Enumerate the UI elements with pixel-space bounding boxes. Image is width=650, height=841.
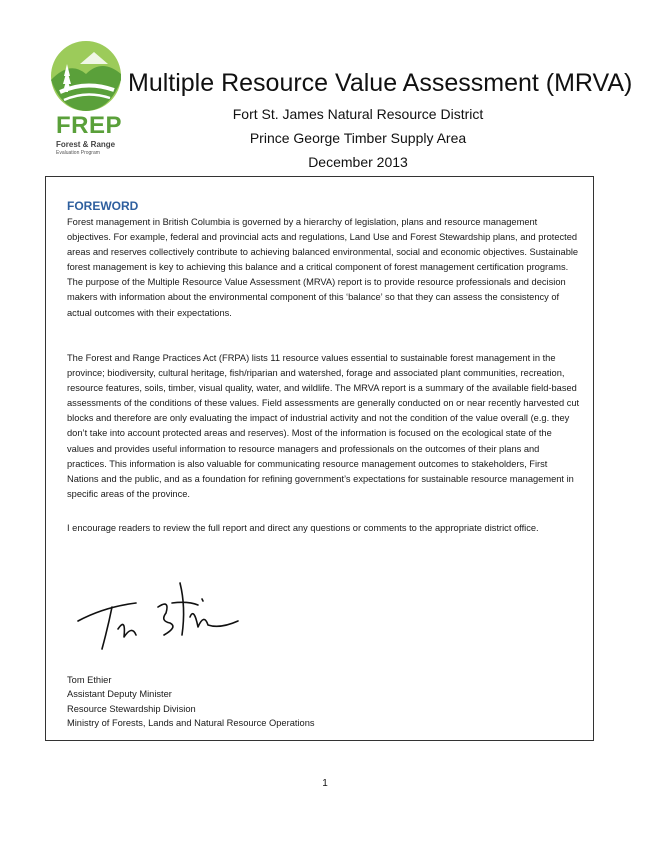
district-name: Fort St. James Natural Resource District (232, 106, 484, 122)
signer-block (67, 673, 315, 731)
signer-title: Assistant Deputy Minister (67, 689, 172, 700)
logo-acronym: FREP (56, 112, 123, 139)
frep-logo (50, 40, 126, 162)
timber-supply-area: Prince George Timber Supply Area (249, 130, 467, 146)
signer-ministry: Ministry of Forests, Lands and Natural Resource Operations (67, 718, 315, 729)
foreword-box (45, 176, 594, 741)
logo-program: Evaluation Program (56, 150, 100, 156)
report-date: December 2013 (308, 154, 408, 170)
logo-subtitle: Forest & Range (56, 140, 116, 149)
signer-division: Resource Stewardship Division (67, 703, 196, 714)
foreword-paragraph: I encourage readers to review the full report and direct any questions or comments to the appropriate district office. (67, 523, 539, 533)
page-title: Multiple Resource Value Assessment (MRVA) (128, 69, 633, 97)
frep-logo-emblem (50, 40, 122, 112)
foreword-paragraph: The Forest and Range Practices Act (FRPA) lists 11 resource values essential to sustainable forest management in the province; biodiversity, cultural heritage, fish/riparian and watershed, forage and associated plant communities, recreation, resource features, soils, timber, visual quality, water, and wildlife. The MRVA report is a summary of the available field-based assessments of the conditions of these values. Field assessments are generally conducted on or near recently harvested cut blocks and therefore are only evaluating the impact of industrial activity and not the condition of the value overall (e.g. they don’t take into account protected areas and reserves). Most of the information is focused on the ecological state of the values and provides useful information to resource managers and professionals on the outcomes of their plans and practices. This information is also valuable for communicating resource management outcomes to stakeholders, First Nations and the public, and as a foundation for refining government’s expectations for sustainable resource management in specific areas of the province. (67, 353, 580, 499)
signature-image (74, 577, 244, 657)
foreword-paragraph: Forest management in British Columbia is governed by a hierarchy of legislation, plans and resource management objectives. For example, federal and provincial acts and regulations, Land Use and Forest Stewardship plans, and protected areas and reserves collectively contribute to achieving balanced environmental, social and economic objectives. Sustainable forest management is key to achieving this balance and a critical component of forest management certification programs. The purpose of the Multiple Resource Value Assessment (MRVA) report is to provide resource professionals and decision makers with information about the environmental component of this ‘balance’ so that they can assess the consistency of actual outcomes with their expectations. (67, 217, 579, 318)
foreword-heading: FOREWORD (67, 199, 139, 213)
page-number: 1 (322, 778, 328, 789)
signer-name: Tom Ethier (67, 675, 112, 685)
